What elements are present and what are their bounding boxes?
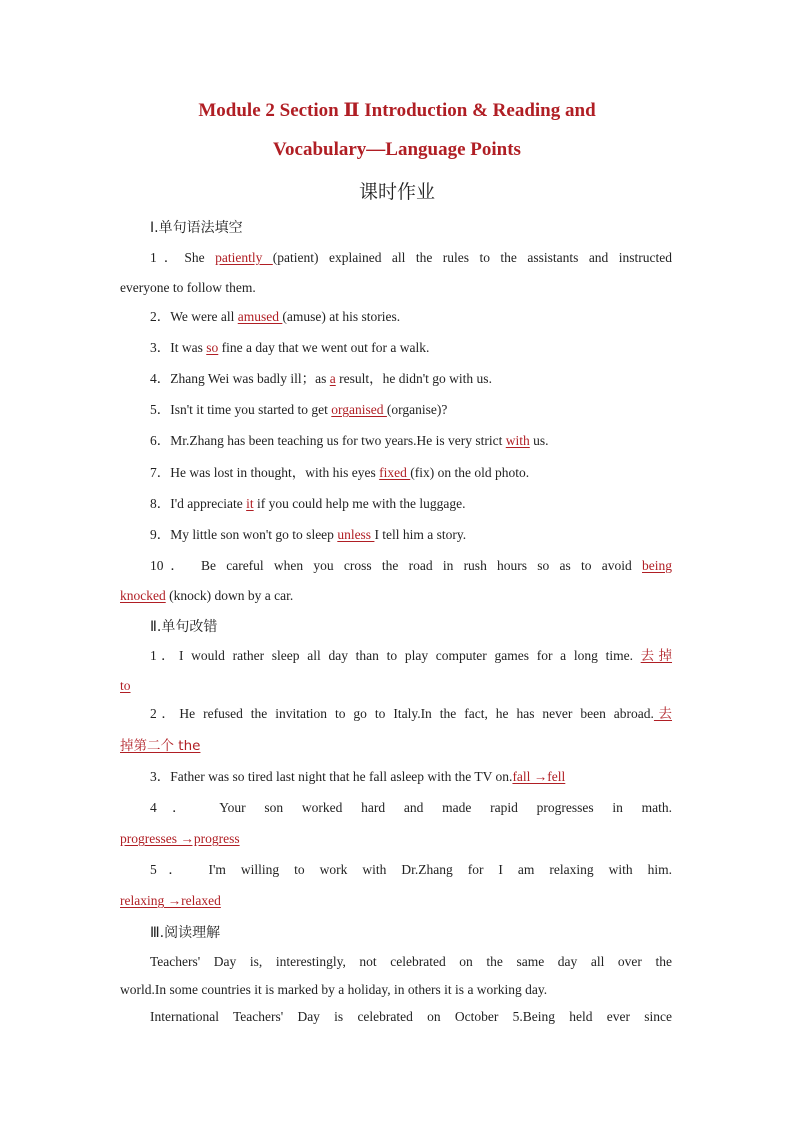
section-heading-error-correction: Ⅱ.单句改错: [150, 619, 218, 635]
question-1-6: 6．Mr.Zhang has been teaching us for two years.He is very strict with us.: [150, 433, 549, 448]
answer: 去掉: [640, 648, 673, 664]
question-1-4: 4．Zhang Wei was badly ill；as a result，he didn't go with us.: [150, 371, 492, 386]
answer: organised: [331, 402, 387, 417]
answer: knocked: [120, 588, 166, 603]
document-subtitle: 课时作业: [358, 181, 435, 203]
section-heading-reading: Ⅲ.阅读理解: [150, 925, 221, 941]
question-1-7: 7．He was lost in thought，with his eyes fixed (fix) on the old photo.: [150, 465, 530, 480]
question-1-9: 9．My little son won't go to sleep unless I tell him a story.: [150, 527, 467, 542]
question-2-4-cont: [120, 830, 672, 848]
answer: fall →fell: [512, 769, 566, 784]
answer: being: [642, 558, 672, 573]
answer: 去: [653, 706, 673, 722]
question-2-2-cont: [120, 737, 672, 755]
question-2-4: 4． Your son worked hard and made rapid progresses in math.: [150, 800, 672, 815]
section-heading-grammar-fill: Ⅰ.单句语法填空: [150, 220, 243, 236]
answer: to: [120, 678, 131, 693]
question-2-2: 2．He refused the invitation to go to Italy.In the fact, he has never been abroad.去: [150, 706, 673, 722]
question-1-1: 1．She patiently (patient) explained all the rules to the assistants and instructed: [150, 250, 672, 265]
passage-line: world.In some countries it is marked by a holiday, in others it is a working day.: [120, 982, 548, 997]
question-1-10-cont: knocked (knock) down by a car.: [120, 588, 294, 603]
answer: it: [246, 496, 254, 511]
answer: fixed: [379, 465, 411, 480]
question-2-1: 1．I would rather sleep all day than to play computer games for a long time. 去掉: [150, 648, 673, 664]
document-title-line2: Vocabulary—Language Points: [273, 139, 521, 160]
answer: patiently: [215, 250, 273, 265]
document-title-line1: Module 2 Section Ⅱ Introduction & Reading and: [198, 100, 596, 121]
question-1-10: 10． Be careful when you cross the road in rush hours so as to avoid being: [150, 558, 672, 573]
question-2-1-cont: [120, 677, 672, 695]
answer: 掉第二个 the: [120, 738, 201, 754]
question-1-2: 2．We were all amused (amuse) at his stories.: [150, 309, 401, 324]
answer: progresses →progress: [120, 831, 240, 846]
answer: so: [206, 340, 219, 355]
passage-line: International Teachers' Day is celebrated on October 5.Being held ever since: [150, 1009, 672, 1024]
question-2-5-cont: [120, 892, 672, 910]
question-1-8: 8．I'd appreciate it if you could help me with the luggage.: [150, 496, 466, 511]
question-1-3: 3．It was so fine a day that we went out for a walk.: [150, 340, 430, 355]
answer: relaxing →relaxed: [120, 893, 221, 908]
answer: amused: [237, 309, 283, 324]
question-1-5: 5．Isn't it time you started to get organised (organise)?: [150, 402, 448, 417]
answer: with: [505, 433, 530, 448]
answer: a: [329, 371, 336, 386]
passage-line: Teachers' Day is, interestingly, not celebrated on the same day all over the: [150, 954, 672, 969]
question-2-5: 5． I'm willing to work with Dr.Zhang for I am relaxing with him.: [150, 862, 672, 877]
answer: unless: [337, 527, 375, 542]
question-2-3: 3．Father was so tired last night that he fall asleep with the TV on.fall →fell: [150, 769, 566, 784]
question-1-1-cont: everyone to follow them.: [120, 280, 256, 295]
